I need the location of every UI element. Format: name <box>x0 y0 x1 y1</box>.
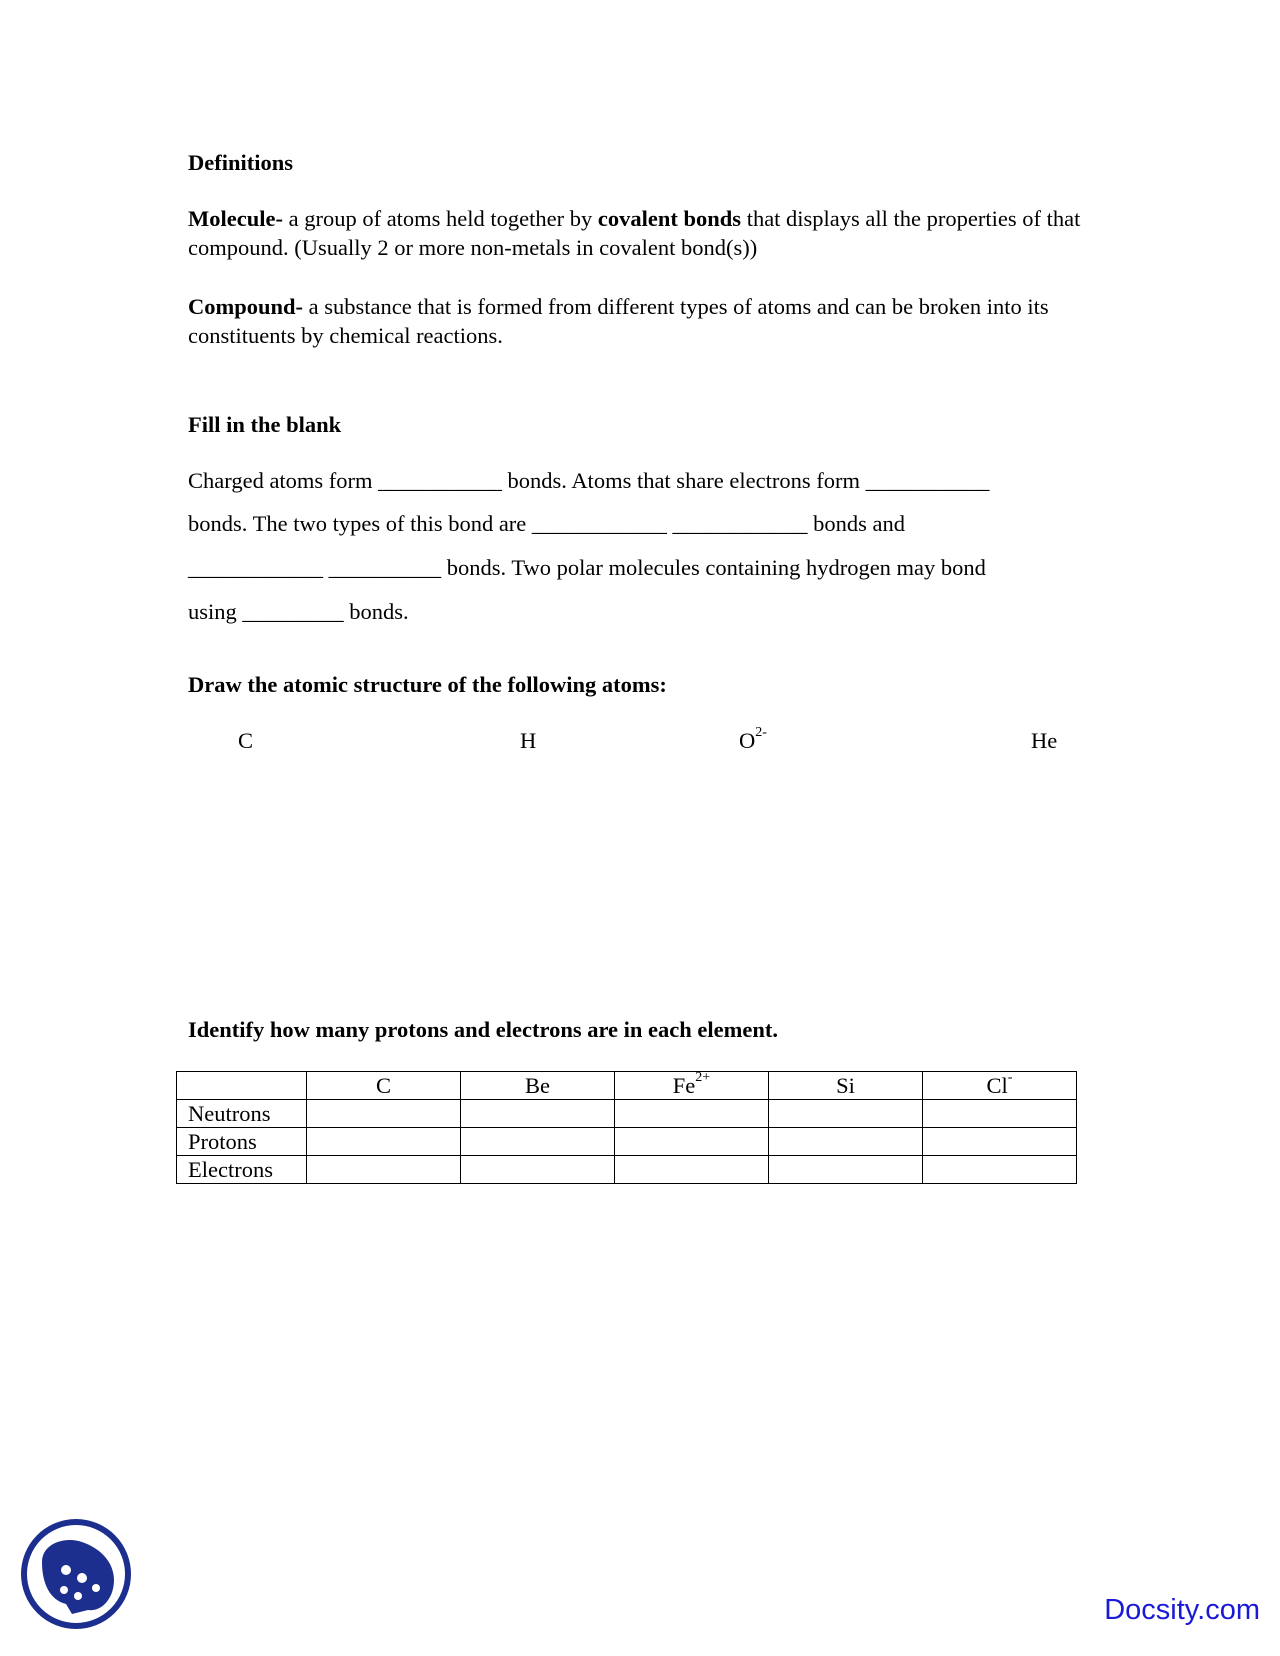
molecule-definition <box>188 204 1088 262</box>
covalent-bonds-phrase: covalent bonds <box>597 206 742 231</box>
table-cell[interactable] <box>769 1128 923 1156</box>
column-header-c: C <box>307 1072 461 1100</box>
docsity-logo-svg <box>20 1518 132 1630</box>
atom-label-c: C <box>238 728 254 753</box>
molecule-term: Molecule- <box>188 206 283 231</box>
table-cell[interactable] <box>923 1128 1077 1156</box>
compound-term: Compound- <box>188 294 304 319</box>
column-header-fe: $Fe^{2+}$ <box>615 1072 769 1100</box>
table-row <box>177 1100 1077 1128</box>
table-cell[interactable] <box>923 1156 1077 1184</box>
row-label-electrons: Electrons <box>177 1156 307 1184</box>
table-cell[interactable] <box>615 1128 769 1156</box>
column-header-be: Be <box>461 1072 615 1100</box>
table-cell[interactable] <box>461 1156 615 1184</box>
row-label-neutrons: Neutrons <box>177 1100 307 1128</box>
atom-label-he: He <box>1031 728 1058 753</box>
fill-in-line: using _________ bonds. <box>188 599 409 624</box>
table-cell[interactable] <box>615 1156 769 1184</box>
table-cell[interactable] <box>307 1100 461 1128</box>
table-cell[interactable] <box>461 1100 615 1128</box>
table-cell[interactable] <box>769 1100 923 1128</box>
identify-heading: Identify how many protons and electrons are in each element. <box>188 1017 778 1042</box>
table-corner-cell <box>177 1072 307 1100</box>
atom-label-h: H <box>520 728 537 753</box>
docsity-logo-icon[interactable] <box>20 1518 132 1630</box>
atom-label-o: $O^{2-}$ <box>739 724 767 753</box>
table-cell[interactable] <box>769 1156 923 1184</box>
draw-atoms-heading: Draw the atomic structure of the following atoms: <box>188 672 667 697</box>
definitions-heading: Definitions <box>188 150 294 175</box>
fill-in-line: bonds. The two types of this bond are ____________ ____________ bonds and <box>188 511 906 536</box>
fill-in-line: ____________ __________ bonds. Two polar molecules containing hydrogen may bond <box>188 555 986 580</box>
column-header-si: Si <box>769 1072 923 1100</box>
molecule-text-2: that displays all the properties of that compound. (Usually 2 or more non-metals in covalent bond(s)) <box>188 206 1081 260</box>
compound-text: a substance that is formed from different types of atoms and can be broken into its constituents by chemical reactions. <box>188 294 1049 348</box>
table-cell[interactable] <box>923 1100 1077 1128</box>
table-row <box>177 1156 1077 1184</box>
row-label-protons: Protons <box>177 1128 307 1156</box>
fill-in-line: Charged atoms form ___________ bonds. Atoms that share electrons form ___________ <box>188 468 990 493</box>
table-cell[interactable] <box>615 1100 769 1128</box>
table-cell[interactable] <box>307 1128 461 1156</box>
molecule-text-1: a group of atoms held together by <box>282 206 598 231</box>
compound-definition <box>188 292 1088 350</box>
docsity-brand-link[interactable]: Docsity.com <box>1104 1594 1260 1626</box>
table-header-row <box>177 1072 1077 1100</box>
table-cell[interactable] <box>307 1156 461 1184</box>
table-row <box>177 1128 1077 1156</box>
fill-in-heading: Fill in the blank <box>188 412 342 437</box>
table-cell[interactable] <box>461 1128 615 1156</box>
elements-table <box>176 1071 1077 1184</box>
column-header-cl: Cl- <box>923 1072 1077 1100</box>
